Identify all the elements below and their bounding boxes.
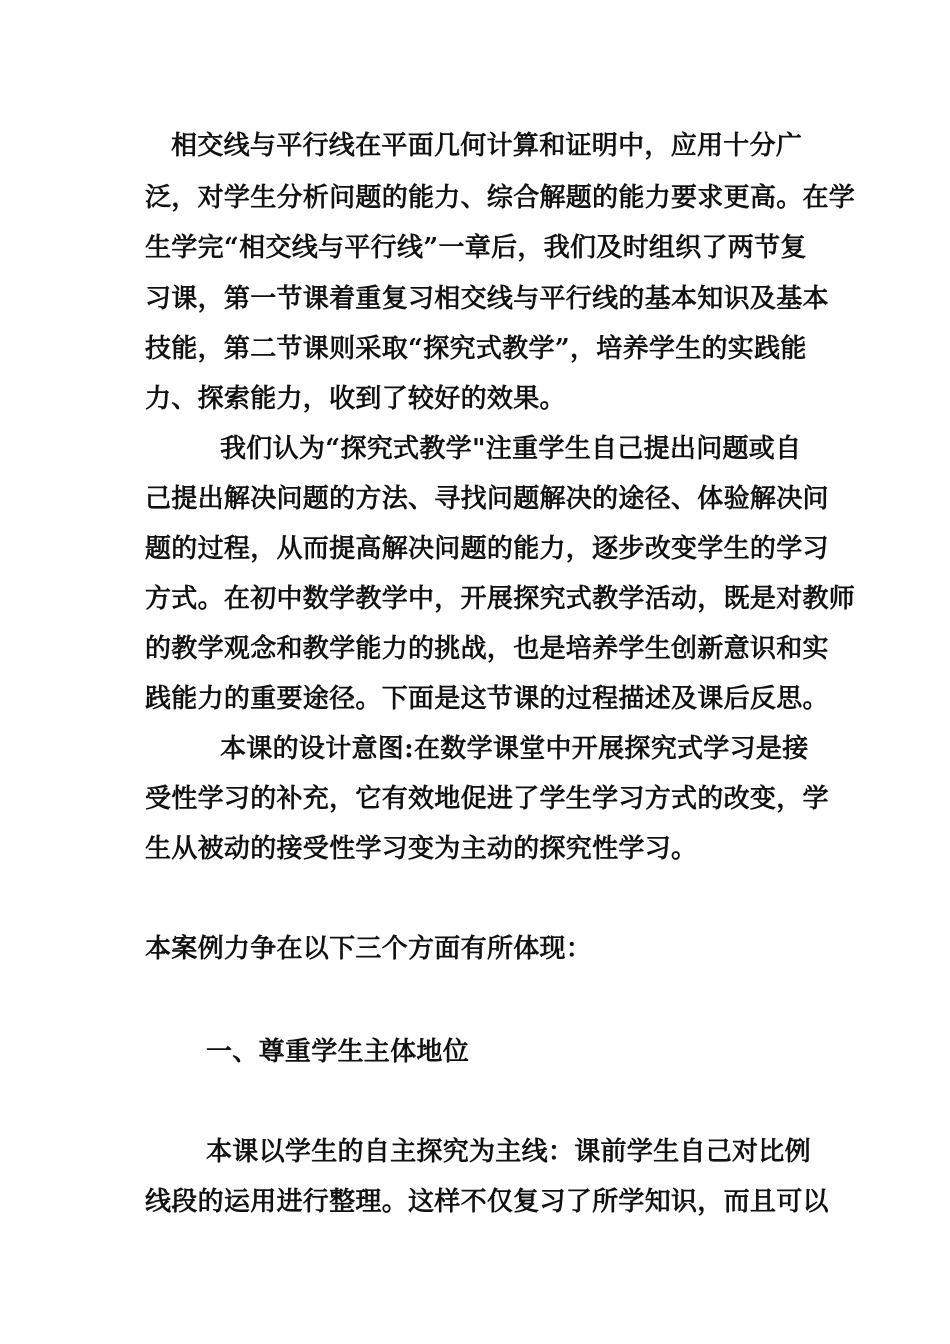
section-heading: 一、尊重学生主体地位: [206, 1037, 470, 1067]
text-line: 习课，第一节课着重复习相交线与平行线的基本知识及基本: [145, 284, 829, 314]
text-line: 己提出解决问题的方法、寻找问题解决的途径、体验解决问: [145, 484, 829, 514]
text-line: 力、探索能力，收到了较好的效果。: [145, 384, 566, 414]
intro-line: 本案例力争在以下三个方面有所体现：: [145, 934, 593, 964]
text-line: 泛，对学生分析问题的能力、综合解题的能力要求更高。在学: [145, 183, 856, 213]
text-line: 方式。在初中数学教学中，开展探究式教学活动，既是对教师: [145, 584, 856, 614]
text-line: 技能，第二节课则采取“探究式教学”，培养学生的实践能: [145, 334, 807, 364]
text-line: 相交线与平行线在平面几何计算和证明中，应用十分广: [171, 131, 803, 161]
text-line: 线段的运用进行整理。这样不仅复习了所学知识，而且可以: [145, 1187, 829, 1217]
text-line: 我们认为“探究式教学"注重学生自己提出问题或自: [220, 434, 802, 464]
text-line: 本课以学生的自主探究为主线：课前学生自己对比例: [206, 1137, 811, 1167]
text-line: 的教学观念和教学能力的挑战，也是培养学生创新意识和实: [145, 634, 829, 664]
text-line: 生从被动的接受性学习变为主动的探究性学习。: [145, 834, 698, 864]
text-line: 题的过程，从而提高解决问题的能力，逐步改变学生的学习: [145, 534, 829, 564]
text-line: 受性学习的补充，它有效地促进了学生学习方式的改变，学: [145, 784, 829, 814]
text-line: 本课的设计意图:在数学课堂中开展探究式学习是接: [220, 734, 809, 764]
text-line: 生学完“相交线与平行线”一章后，我们及时组织了两节复: [145, 233, 807, 263]
text-line: 践能力的重要途径。下面是这节课的过程描述及课后反思。: [145, 684, 829, 714]
